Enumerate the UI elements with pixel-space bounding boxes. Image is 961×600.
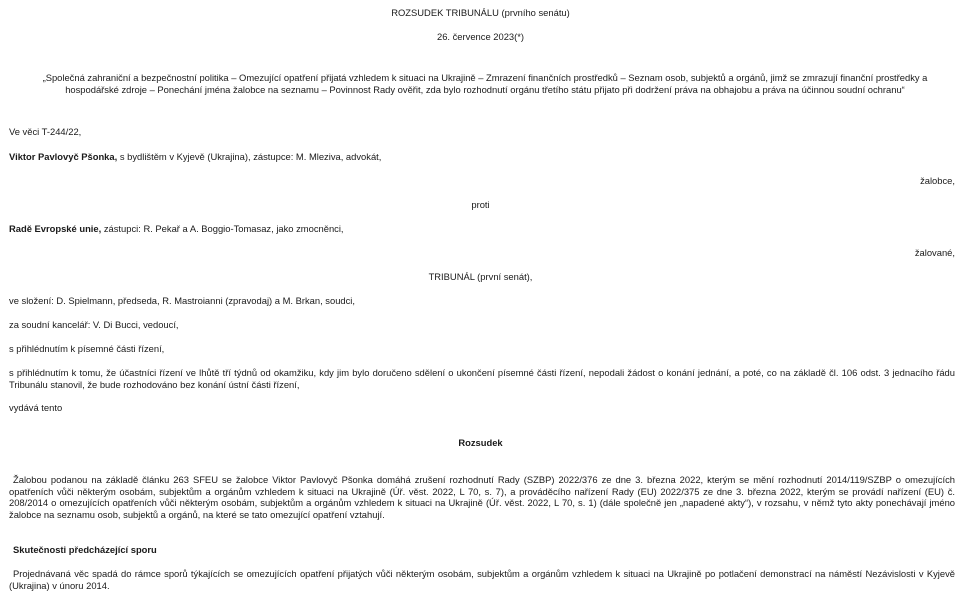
applicant-name: Viktor Pavlovyč Pšonka, [9, 151, 118, 162]
written-part-note: s přihlédnutím k písemné části řízení, [9, 343, 165, 354]
judgment-date: 26. července 2023(*) [436, 31, 525, 42]
applicant-role: žalobce, [920, 175, 955, 186]
applicant-details: s bydlištěm v Kyjevě (Ukrajina), zástupce: M. Mleziva, advokát, [117, 151, 382, 162]
defendant-details: zástupci: R. Pekař a A. Boggio-Tomasaz, jako zmocněnci, [101, 223, 344, 234]
case-number: Ve věci T-244/22, [9, 126, 82, 137]
subject-keywords: „Společná zahraniční a bezpečnostní politika – Omezující opatření přijatá vzhledem k situaci na Ukrajině – Zmrazení finančních prostředků – Seznam osob, subjektů a orgánů, jimž se zmrazují finanční prostředky a hospodářské zdroje – Ponechání jména žalobce na seznamu – Povinnost Rady ověřit, zda bylo rozhodnutí orgánu třetího státu přijato při dodržení práva na obhajobu a práva na účinnou soudní ochranu“ [42, 72, 928, 95]
defendant-name: Radě Evropské unie, [9, 223, 102, 234]
court-registrar: za soudní kancelář: V. Di Bucci, vedoucí, [9, 319, 179, 330]
judgment-heading: Rozsudek [458, 437, 503, 448]
defendant-line [9, 223, 344, 234]
versus-label: proti [471, 199, 490, 210]
paragraph-2: Projednávaná věc spadá do rámce sporů týkajících se omezujících opatření přijatých vůči některým osobám, subjektům a orgánům vzhledem k situaci na Ukrajině po potlačení demonstrací na náměstí Nezávislosti v Kyjevě (Ukrajina) v únoru 2014. [9, 568, 955, 591]
paragraph-1: Žalobou podanou na základě článku 263 SFEU se žalobce Viktor Pavlovyč Pšonka domáhá zrušení rozhodnutí Rady (SZBP) 2022/376 ze dne 3. března 2022, kterým se mění rozhodnutí 2014/119/SZBP o omezujících opatřeních vůči některým osobám, subjektům a orgánům vzhledem k situaci na Ukrajině (Úř. věst. 2022, L 70, s. 7), a prováděcího nařízení Rady (EU) 2022/375 ze dne 3. března 2022, kterým se provádí nařízení (EU) č. 208/2014 o omezujících opatřeních vůči některým osobám, subjektům a orgánům vzhledem k situaci na Ukrajině (Úř. věst. 2022, L 70, s. 1) (dále společně jen „napadené akty“), v rozsahu, v němž tyto akty ponechávají jméno žalobce na seznamu osob, subjektů a orgánů, na které se tato omezující opatření vztahují. [9, 474, 955, 520]
delivers-line: vydává tento [9, 402, 63, 413]
judgment-title: ROZSUDEK TRIBUNÁLU (prvního senátu) [391, 7, 570, 18]
court-title: TRIBUNÁL (první senát), [428, 271, 533, 282]
court-composition: ve složení: D. Spielmann, předseda, R. Mastroianni (zpravodaj) a M. Brkan, soudci, [9, 295, 355, 306]
no-hearing-note: s přihlédnutím k tomu, že účastníci řízení ve lhůtě tří týdnů od okamžiku, kdy jim bylo doručeno sdělení o ukončení písemné části řízení, nepodali žádost o konání jednání, a poté, co na základě čl. 106 odst. 3 jednacího řádu Tribunálu stanovil, že bude rozhodováno bez konání ústní části řízení, [9, 367, 955, 390]
section-heading: Skutečnosti předcházející sporu [13, 544, 157, 555]
defendant-role: žalované, [914, 247, 955, 258]
applicant-line [9, 151, 381, 162]
